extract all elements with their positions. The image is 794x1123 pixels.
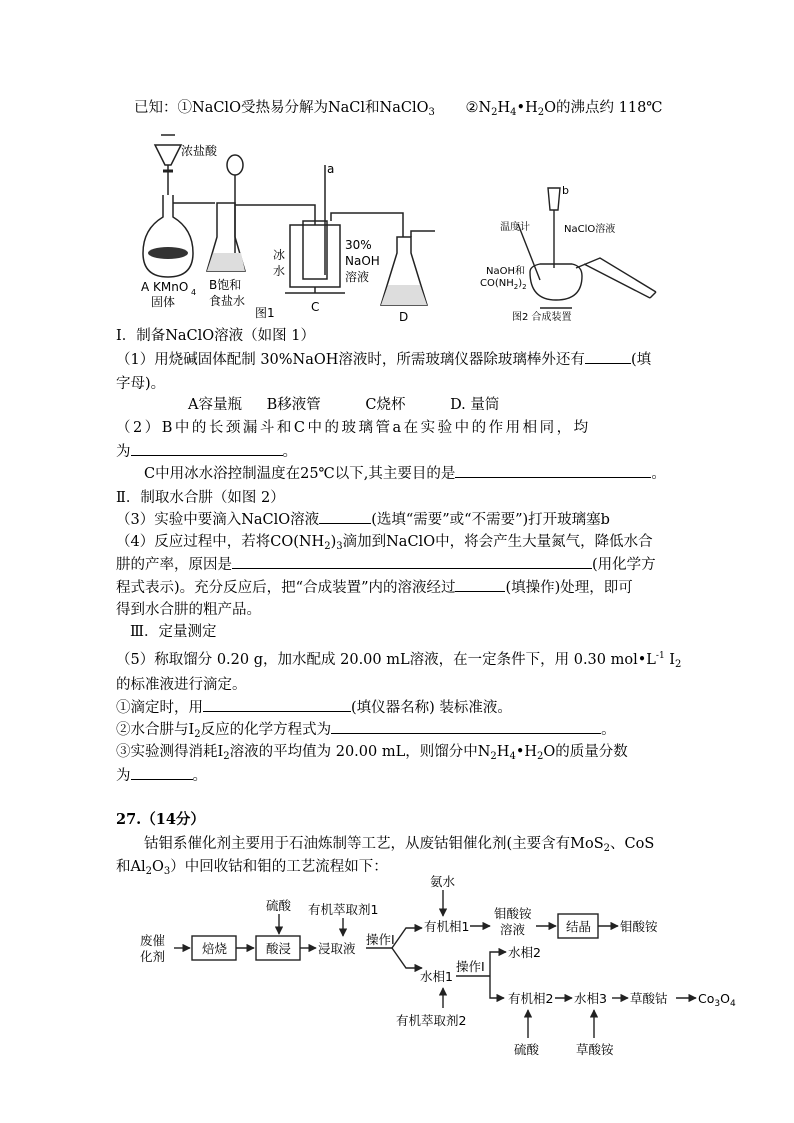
figure1-apparatus [135, 125, 445, 325]
section1-title: Ⅰ．制备NaClO溶液（如图 1） [116, 328, 316, 344]
label-b2: b [562, 184, 569, 197]
node-aqueous3: 水相3 [574, 991, 607, 1006]
q4-line1: （4）反应过程中，若将$CO(NH_2)_3$滴加到NaClO中，将会产生大量氮气，降低水合 [116, 534, 653, 552]
q3-blank[interactable] [319, 510, 371, 524]
q1-line1: （1）用烧碱固体配制 30%NaOH溶液时，所需玻璃仪器除玻璃棒外还有 (填 [116, 352, 652, 368]
node-sulfuric-acid-2: 硫酸 [514, 1042, 540, 1057]
option-b: B移液管 [266, 397, 321, 413]
node-operation1: 操作I [366, 932, 395, 947]
kmno4-solid [148, 247, 188, 259]
label-conc-hcl: 浓盐酸 [181, 144, 218, 158]
q5-line2: 的标准液进行滴定。 [116, 677, 247, 693]
svg-text:固体: 固体 [151, 295, 176, 309]
option-a: A容量瓶 [188, 397, 242, 413]
node-co3o4: $Co_3O_4$ [698, 991, 736, 1009]
svg-text:溶液: 溶液 [500, 922, 526, 937]
known-line: 已知：①NaClO受热易分解为NaCl和NaClO$_3$ $②N_2H_4•H_2O$的沸点约 118℃ [134, 100, 663, 118]
option-c: C烧杯 [365, 397, 406, 413]
q3-line: （3）实验中要滴入NaClO溶液 (选填“需要”或“不需要”)打开玻璃塞b [116, 512, 610, 528]
node-acid-leach: 酸浸 [266, 941, 292, 956]
label-naoh-and: NaOH和 [486, 266, 525, 277]
node-ammonium-molybdate: 钼酸铵 [620, 919, 658, 934]
label-naoh: 30% [345, 238, 372, 252]
node-sulfuric-acid: 硫酸 [266, 898, 292, 913]
node-crystallize: 结晶 [566, 919, 592, 934]
node-leachate: 浸取液 [318, 941, 356, 956]
q5-s3-blank[interactable] [131, 766, 193, 780]
node-aqueous2: 水相2 [508, 945, 541, 960]
q1-options [188, 393, 499, 414]
label-urea: $CO(NH_2)_2$ [480, 278, 527, 291]
q2c-blank[interactable] [455, 464, 651, 478]
q27-para2: 和$Al_2O_3$）中回收钴和钼的工艺流程如下： [116, 859, 388, 877]
label-naclo: NaClO溶液 [564, 224, 616, 235]
node-operation1b: 操作I [456, 959, 485, 974]
q1-blank[interactable] [585, 350, 631, 364]
figure2-caption: 图2 合成装置 [512, 312, 572, 323]
label-a: A KMnO [141, 280, 189, 294]
flask-a [143, 195, 193, 277]
svg-text:溶液: 溶液 [345, 270, 370, 284]
node-ammonia: 氨水 [430, 874, 456, 889]
node-extractant1: 有机萃取剂1 [308, 902, 379, 917]
node-organic2: 有机相2 [508, 991, 554, 1006]
process-flowchart [130, 868, 770, 1063]
node-ammonium-molybdate-solution: 钼酸铵 [494, 906, 532, 921]
node-ammonium-oxalate: 草酸铵 [576, 1042, 614, 1057]
node-waste-catalyst: 废催 [140, 933, 166, 948]
q2-line2: 为 。 [116, 444, 297, 460]
label-d: D [399, 310, 409, 324]
known-lead: 已知： [134, 100, 178, 116]
dropping-funnel [548, 188, 560, 210]
q5-line1: （5）称取馏分 0.20 g，加水配成 20.00 mL溶液，在一定条件下，用 0.30 $mol•L^{-1}$ $I_2$ [116, 651, 682, 670]
q5-s3: ③实验测得消耗$I_2$溶液的平均值为 20.00 mL，则馏分中$N_2H_4•H_2O$的质量分数 [116, 744, 628, 762]
label-thermometer: 温度计 [500, 222, 530, 233]
q2-blank[interactable] [131, 442, 283, 456]
option-d: D. 量筒 [450, 397, 500, 413]
svg-text:食盐水: 食盐水 [209, 294, 246, 308]
q4-line4: 得到水合肼的粗产品。 [116, 602, 261, 618]
q2-line1: （2）B中的长颈漏斗和C中的玻璃管a在实验中的作用相同，均 [116, 420, 591, 436]
node-cobalt-oxalate: 草酸钴 [630, 991, 668, 1006]
section2-title: Ⅱ．制取水合肼（如图 2） [116, 490, 285, 506]
section3-title: Ⅲ．定量测定 [130, 624, 217, 640]
svg-text:4: 4 [191, 288, 197, 297]
q5-s1-blank[interactable] [203, 698, 351, 712]
node-organic1: 有机相1 [424, 919, 470, 934]
figure1-caption: 图1 [255, 306, 275, 320]
q5-s1: ①滴定时，用 (填仪器名称) 装标准液。 [116, 700, 512, 716]
node-extractant2: 有机萃取剂2 [396, 1013, 467, 1028]
q2-line3: C中用冰水浴控制温度在25℃以下,其主要目的是 。 [144, 466, 666, 482]
q4-line2: 肼的产率，原因是 (用化学方 [116, 557, 656, 573]
label-b: B饱和 [209, 278, 242, 292]
node-aqueous1: 水相1 [420, 969, 453, 984]
beaker-c [290, 225, 340, 287]
label-tube-a: a [327, 162, 335, 176]
funnel-body [155, 145, 181, 165]
figure2-apparatus [480, 180, 670, 325]
svg-text:化剂: 化剂 [140, 949, 166, 964]
q4-line3: 程式表示)。充分反应后，把“合成装置”内的溶液经过 (填操作)处理，即可 [116, 580, 633, 596]
label-c: C [311, 300, 320, 314]
q27-heading: 27.（14分） [116, 811, 205, 828]
q1-line2: 字母)。 [116, 376, 166, 392]
svg-text:水: 水 [273, 264, 286, 278]
label-ice: 冰 [273, 248, 286, 262]
svg-text:NaOH: NaOH [345, 254, 380, 268]
q5-s2: ②水合肼与$I_2$反应的化学方程式为 。 [116, 722, 616, 740]
q27-para1: 钴钼系催化剂主要用于石油炼制等工艺，从废钴钼催化剂(主要含有MoS$_2$、CoS [144, 836, 655, 854]
q4-operation-blank[interactable] [455, 578, 505, 592]
q5-s3-line2: 为 。 [116, 768, 207, 784]
node-roast: 焙烧 [202, 941, 228, 956]
q5-s2-blank[interactable] [331, 720, 601, 734]
q4-equation-blank[interactable] [232, 555, 592, 569]
three-neck-flask [530, 264, 582, 300]
